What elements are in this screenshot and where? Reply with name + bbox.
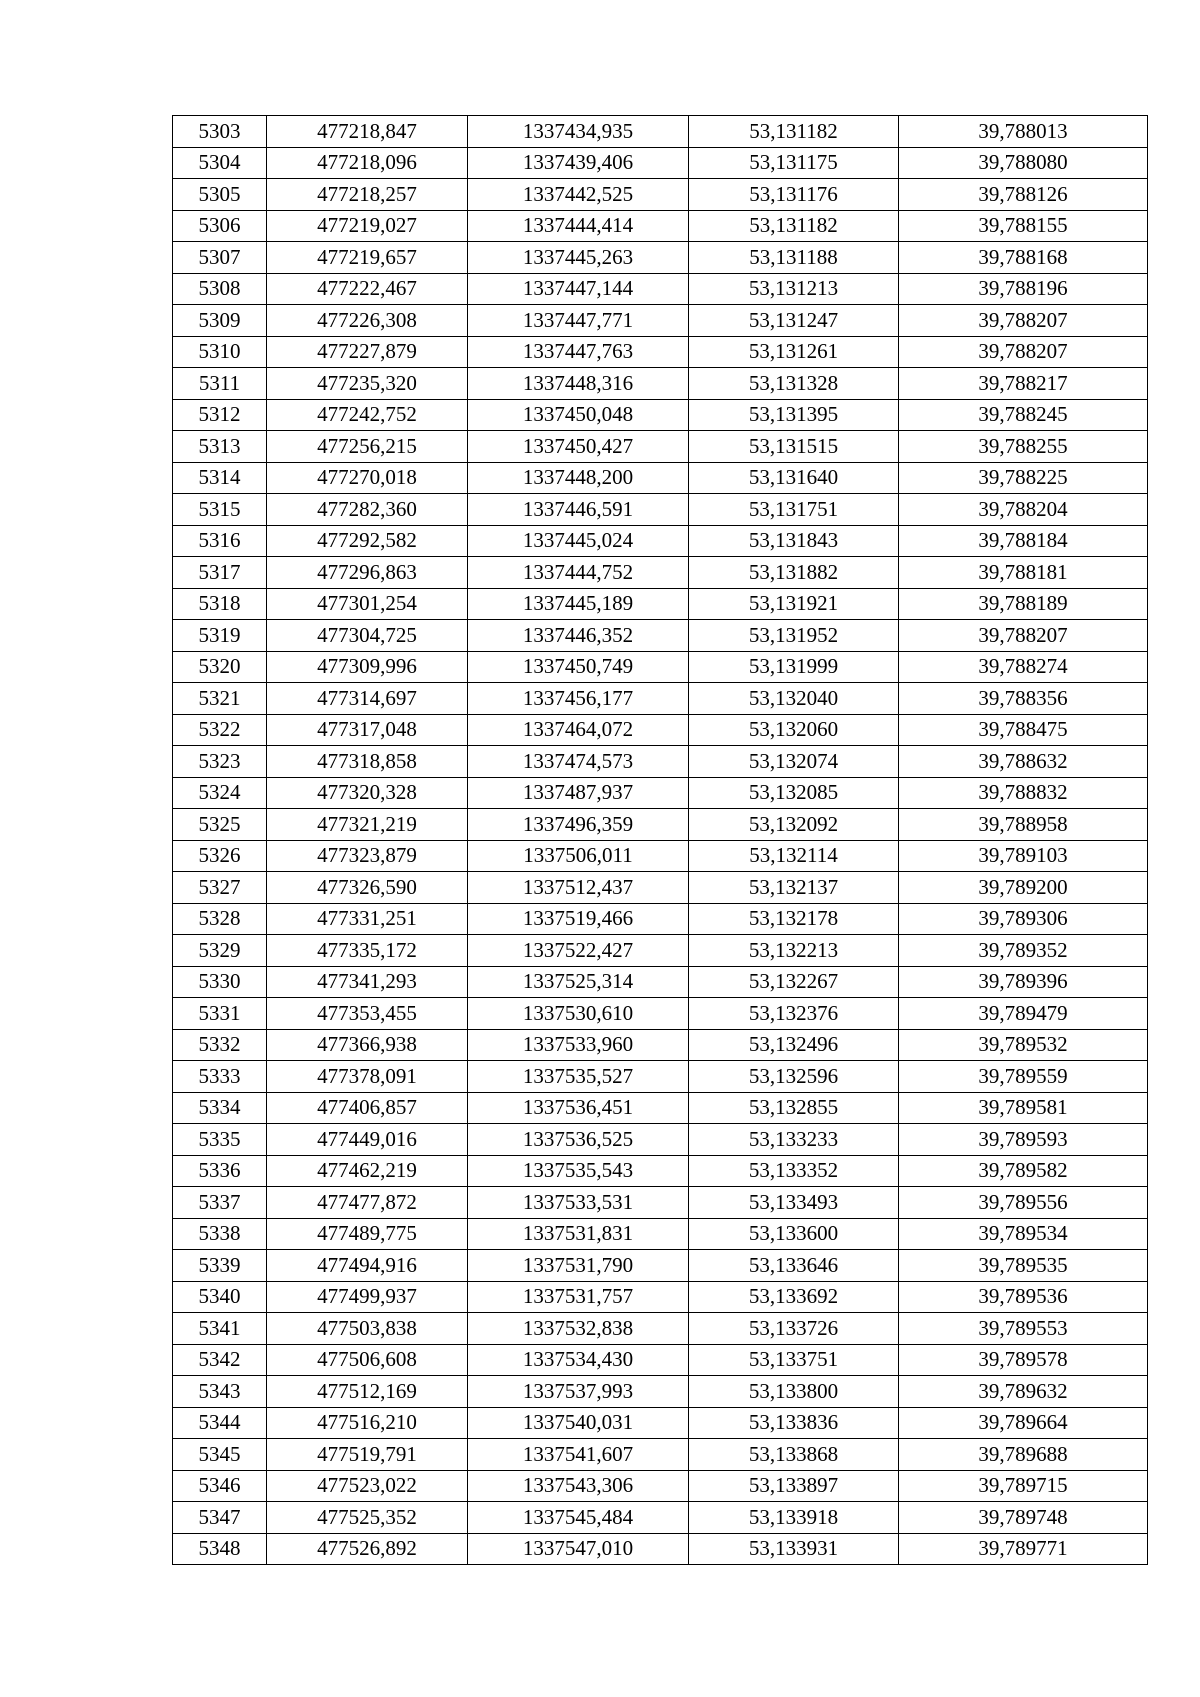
cell-x-coordinate: 477462,219 [267,1155,468,1187]
cell-point-number: 5343 [173,1376,267,1408]
cell-y-coordinate: 1337543,306 [468,1470,689,1502]
cell-latitude: 53,131176 [689,179,899,211]
cell-longitude: 39,789771 [899,1533,1148,1565]
table-row [173,431,1148,463]
table-row [173,1313,1148,1345]
cell-point-number: 5308 [173,273,267,305]
cell-y-coordinate: 1337541,607 [468,1439,689,1471]
table-row [173,1061,1148,1093]
table-row [173,1187,1148,1219]
cell-latitude: 53,132114 [689,840,899,872]
table-row [173,1470,1148,1502]
table-row [173,273,1148,305]
cell-y-coordinate: 1337531,790 [468,1250,689,1282]
cell-x-coordinate: 477512,169 [267,1376,468,1408]
cell-point-number: 5344 [173,1407,267,1439]
cell-longitude: 39,788274 [899,651,1148,683]
cell-x-coordinate: 477341,293 [267,966,468,998]
cell-point-number: 5347 [173,1502,267,1534]
cell-point-number: 5303 [173,116,267,148]
cell-point-number: 5309 [173,305,267,337]
cell-x-coordinate: 477219,027 [267,210,468,242]
table-row [173,903,1148,935]
cell-y-coordinate: 1337447,771 [468,305,689,337]
cell-y-coordinate: 1337447,763 [468,336,689,368]
cell-point-number: 5329 [173,935,267,967]
cell-point-number: 5312 [173,399,267,431]
cell-point-number: 5319 [173,620,267,652]
cell-y-coordinate: 1337519,466 [468,903,689,935]
cell-x-coordinate: 477270,018 [267,462,468,494]
cell-latitude: 53,132040 [689,683,899,715]
cell-y-coordinate: 1337434,935 [468,116,689,148]
cell-x-coordinate: 477218,257 [267,179,468,211]
cell-point-number: 5321 [173,683,267,715]
cell-point-number: 5335 [173,1124,267,1156]
cell-latitude: 53,131999 [689,651,899,683]
cell-longitude: 39,788204 [899,494,1148,526]
cell-point-number: 5328 [173,903,267,935]
cell-x-coordinate: 477226,308 [267,305,468,337]
cell-latitude: 53,131952 [689,620,899,652]
cell-latitude: 53,133493 [689,1187,899,1219]
cell-x-coordinate: 477256,215 [267,431,468,463]
cell-longitude: 39,788189 [899,588,1148,620]
cell-longitude: 39,788181 [899,557,1148,589]
cell-latitude: 53,131640 [689,462,899,494]
cell-longitude: 39,788475 [899,714,1148,746]
cell-latitude: 53,131247 [689,305,899,337]
cell-y-coordinate: 1337540,031 [468,1407,689,1439]
table-row [173,714,1148,746]
cell-x-coordinate: 477519,791 [267,1439,468,1471]
cell-latitude: 53,132085 [689,777,899,809]
table-row [173,147,1148,179]
cell-y-coordinate: 1337533,531 [468,1187,689,1219]
cell-latitude: 53,131882 [689,557,899,589]
cell-latitude: 53,132074 [689,746,899,778]
cell-x-coordinate: 477292,582 [267,525,468,557]
cell-latitude: 53,131843 [689,525,899,557]
cell-y-coordinate: 1337534,430 [468,1344,689,1376]
cell-point-number: 5306 [173,210,267,242]
cell-longitude: 39,789352 [899,935,1148,967]
cell-longitude: 39,788184 [899,525,1148,557]
table-row [173,1029,1148,1061]
cell-latitude: 53,133751 [689,1344,899,1376]
cell-latitude: 53,133918 [689,1502,899,1534]
cell-latitude: 53,133800 [689,1376,899,1408]
cell-point-number: 5345 [173,1439,267,1471]
cell-y-coordinate: 1337547,010 [468,1533,689,1565]
cell-longitude: 39,789664 [899,1407,1148,1439]
cell-longitude: 39,789559 [899,1061,1148,1093]
cell-latitude: 53,133600 [689,1218,899,1250]
cell-x-coordinate: 477526,892 [267,1533,468,1565]
table-row [173,1155,1148,1187]
table-row [173,1218,1148,1250]
coordinates-table-body [173,116,1148,1565]
cell-latitude: 53,132092 [689,809,899,841]
table-row [173,1250,1148,1282]
cell-y-coordinate: 1337444,414 [468,210,689,242]
cell-latitude: 53,131182 [689,210,899,242]
cell-y-coordinate: 1337545,484 [468,1502,689,1534]
table-row [173,179,1148,211]
cell-point-number: 5320 [173,651,267,683]
table-row [173,872,1148,904]
cell-x-coordinate: 477219,657 [267,242,468,274]
cell-x-coordinate: 477227,879 [267,336,468,368]
table-row [173,1502,1148,1534]
cell-x-coordinate: 477506,608 [267,1344,468,1376]
cell-x-coordinate: 477523,022 [267,1470,468,1502]
cell-x-coordinate: 477494,916 [267,1250,468,1282]
cell-longitude: 39,789536 [899,1281,1148,1313]
cell-longitude: 39,789632 [899,1376,1148,1408]
table-row [173,966,1148,998]
cell-x-coordinate: 477353,455 [267,998,468,1030]
cell-point-number: 5307 [173,242,267,274]
cell-point-number: 5314 [173,462,267,494]
cell-x-coordinate: 477335,172 [267,935,468,967]
cell-x-coordinate: 477242,752 [267,399,468,431]
cell-latitude: 53,132060 [689,714,899,746]
table-row [173,1376,1148,1408]
table-row [173,1281,1148,1313]
cell-x-coordinate: 477318,858 [267,746,468,778]
cell-longitude: 39,789200 [899,872,1148,904]
cell-point-number: 5311 [173,368,267,400]
cell-point-number: 5340 [173,1281,267,1313]
cell-latitude: 53,131921 [689,588,899,620]
cell-point-number: 5326 [173,840,267,872]
cell-point-number: 5327 [173,872,267,904]
cell-y-coordinate: 1337512,437 [468,872,689,904]
cell-x-coordinate: 477525,352 [267,1502,468,1534]
cell-longitude: 39,789582 [899,1155,1148,1187]
cell-x-coordinate: 477499,937 [267,1281,468,1313]
cell-y-coordinate: 1337456,177 [468,683,689,715]
table-row [173,746,1148,778]
table-row [173,1439,1148,1471]
cell-longitude: 39,788245 [899,399,1148,431]
cell-y-coordinate: 1337450,427 [468,431,689,463]
cell-point-number: 5316 [173,525,267,557]
cell-y-coordinate: 1337537,993 [468,1376,689,1408]
cell-y-coordinate: 1337444,752 [468,557,689,589]
cell-x-coordinate: 477516,210 [267,1407,468,1439]
cell-y-coordinate: 1337445,189 [468,588,689,620]
table-row [173,935,1148,967]
cell-point-number: 5313 [173,431,267,463]
cell-y-coordinate: 1337464,072 [468,714,689,746]
cell-x-coordinate: 477366,938 [267,1029,468,1061]
cell-point-number: 5325 [173,809,267,841]
cell-point-number: 5331 [173,998,267,1030]
cell-y-coordinate: 1337474,573 [468,746,689,778]
cell-longitude: 39,789532 [899,1029,1148,1061]
table-row [173,557,1148,589]
cell-latitude: 53,131188 [689,242,899,274]
cell-y-coordinate: 1337532,838 [468,1313,689,1345]
cell-latitude: 53,132855 [689,1092,899,1124]
cell-longitude: 39,789578 [899,1344,1148,1376]
cell-longitude: 39,788632 [899,746,1148,778]
cell-latitude: 53,132267 [689,966,899,998]
cell-x-coordinate: 477218,096 [267,147,468,179]
cell-longitude: 39,788207 [899,336,1148,368]
cell-x-coordinate: 477235,320 [267,368,468,400]
cell-latitude: 53,131175 [689,147,899,179]
table-row [173,116,1148,148]
cell-point-number: 5304 [173,147,267,179]
cell-longitude: 39,789535 [899,1250,1148,1282]
cell-y-coordinate: 1337531,757 [468,1281,689,1313]
cell-longitude: 39,788255 [899,431,1148,463]
cell-latitude: 53,133836 [689,1407,899,1439]
cell-point-number: 5342 [173,1344,267,1376]
cell-y-coordinate: 1337446,591 [468,494,689,526]
cell-point-number: 5348 [173,1533,267,1565]
table-row [173,777,1148,809]
cell-latitude: 53,133868 [689,1439,899,1471]
table-row [173,399,1148,431]
cell-y-coordinate: 1337450,048 [468,399,689,431]
cell-longitude: 39,788196 [899,273,1148,305]
cell-x-coordinate: 477314,697 [267,683,468,715]
cell-longitude: 39,788356 [899,683,1148,715]
cell-longitude: 39,789396 [899,966,1148,998]
cell-longitude: 39,789553 [899,1313,1148,1345]
cell-latitude: 53,131515 [689,431,899,463]
cell-latitude: 53,132137 [689,872,899,904]
table-row [173,651,1148,683]
cell-y-coordinate: 1337496,359 [468,809,689,841]
table-row [173,1124,1148,1156]
cell-y-coordinate: 1337487,937 [468,777,689,809]
cell-point-number: 5332 [173,1029,267,1061]
cell-x-coordinate: 477218,847 [267,116,468,148]
cell-y-coordinate: 1337448,316 [468,368,689,400]
table-row [173,462,1148,494]
cell-x-coordinate: 477323,879 [267,840,468,872]
table-row [173,305,1148,337]
cell-point-number: 5310 [173,336,267,368]
table-row [173,336,1148,368]
cell-longitude: 39,789556 [899,1187,1148,1219]
cell-longitude: 39,788013 [899,116,1148,148]
cell-y-coordinate: 1337535,543 [468,1155,689,1187]
cell-longitude: 39,789593 [899,1124,1148,1156]
table-row [173,840,1148,872]
cell-latitude: 53,131328 [689,368,899,400]
cell-y-coordinate: 1337445,024 [468,525,689,557]
cell-x-coordinate: 477477,872 [267,1187,468,1219]
cell-point-number: 5334 [173,1092,267,1124]
cell-latitude: 53,132596 [689,1061,899,1093]
table-row [173,525,1148,557]
cell-point-number: 5341 [173,1313,267,1345]
cell-point-number: 5324 [173,777,267,809]
cell-x-coordinate: 477304,725 [267,620,468,652]
cell-y-coordinate: 1337536,525 [468,1124,689,1156]
cell-y-coordinate: 1337446,352 [468,620,689,652]
cell-latitude: 53,133352 [689,1155,899,1187]
cell-x-coordinate: 477331,251 [267,903,468,935]
cell-y-coordinate: 1337450,749 [468,651,689,683]
cell-longitude: 39,788832 [899,777,1148,809]
cell-longitude: 39,788217 [899,368,1148,400]
cell-y-coordinate: 1337530,610 [468,998,689,1030]
cell-x-coordinate: 477406,857 [267,1092,468,1124]
cell-y-coordinate: 1337448,200 [468,462,689,494]
cell-point-number: 5305 [173,179,267,211]
table-row [173,998,1148,1030]
cell-longitude: 39,789479 [899,998,1148,1030]
cell-point-number: 5317 [173,557,267,589]
table-row [173,1407,1148,1439]
table-row [173,368,1148,400]
cell-longitude: 39,788225 [899,462,1148,494]
cell-x-coordinate: 477296,863 [267,557,468,589]
cell-x-coordinate: 477378,091 [267,1061,468,1093]
cell-point-number: 5346 [173,1470,267,1502]
cell-longitude: 39,789103 [899,840,1148,872]
cell-y-coordinate: 1337531,831 [468,1218,689,1250]
cell-y-coordinate: 1337525,314 [468,966,689,998]
cell-x-coordinate: 477309,996 [267,651,468,683]
cell-latitude: 53,132213 [689,935,899,967]
cell-latitude: 53,133646 [689,1250,899,1282]
cell-latitude: 53,131395 [689,399,899,431]
cell-y-coordinate: 1337522,427 [468,935,689,967]
coordinates-table [172,115,1148,1565]
table-row [173,242,1148,274]
table-row [173,620,1148,652]
cell-x-coordinate: 477489,775 [267,1218,468,1250]
cell-latitude: 53,133931 [689,1533,899,1565]
table-row [173,210,1148,242]
cell-point-number: 5323 [173,746,267,778]
table-row [173,494,1148,526]
cell-x-coordinate: 477320,328 [267,777,468,809]
cell-x-coordinate: 477503,838 [267,1313,468,1345]
cell-y-coordinate: 1337439,406 [468,147,689,179]
cell-y-coordinate: 1337536,451 [468,1092,689,1124]
cell-longitude: 39,788207 [899,305,1148,337]
cell-y-coordinate: 1337442,525 [468,179,689,211]
cell-point-number: 5336 [173,1155,267,1187]
cell-latitude: 53,133233 [689,1124,899,1156]
cell-latitude: 53,133692 [689,1281,899,1313]
cell-longitude: 39,789534 [899,1218,1148,1250]
cell-y-coordinate: 1337445,263 [468,242,689,274]
cell-longitude: 39,788207 [899,620,1148,652]
cell-latitude: 53,132178 [689,903,899,935]
cell-longitude: 39,789748 [899,1502,1148,1534]
table-row [173,1344,1148,1376]
cell-point-number: 5339 [173,1250,267,1282]
cell-latitude: 53,132376 [689,998,899,1030]
cell-x-coordinate: 477321,219 [267,809,468,841]
cell-latitude: 53,131751 [689,494,899,526]
cell-latitude: 53,131213 [689,273,899,305]
cell-x-coordinate: 477326,590 [267,872,468,904]
cell-point-number: 5318 [173,588,267,620]
cell-x-coordinate: 477449,016 [267,1124,468,1156]
cell-latitude: 53,131182 [689,116,899,148]
cell-latitude: 53,132496 [689,1029,899,1061]
cell-longitude: 39,789581 [899,1092,1148,1124]
cell-y-coordinate: 1337447,144 [468,273,689,305]
cell-y-coordinate: 1337533,960 [468,1029,689,1061]
cell-y-coordinate: 1337506,011 [468,840,689,872]
cell-longitude: 39,788080 [899,147,1148,179]
cell-longitude: 39,788958 [899,809,1148,841]
cell-longitude: 39,788155 [899,210,1148,242]
cell-latitude: 53,131261 [689,336,899,368]
cell-longitude: 39,789715 [899,1470,1148,1502]
table-row [173,809,1148,841]
cell-x-coordinate: 477317,048 [267,714,468,746]
cell-x-coordinate: 477222,467 [267,273,468,305]
table-row [173,683,1148,715]
cell-latitude: 53,133726 [689,1313,899,1345]
cell-point-number: 5333 [173,1061,267,1093]
cell-x-coordinate: 477301,254 [267,588,468,620]
cell-longitude: 39,789688 [899,1439,1148,1471]
cell-point-number: 5315 [173,494,267,526]
cell-x-coordinate: 477282,360 [267,494,468,526]
table-row [173,1092,1148,1124]
table-row [173,1533,1148,1565]
cell-point-number: 5337 [173,1187,267,1219]
cell-longitude: 39,789306 [899,903,1148,935]
cell-point-number: 5322 [173,714,267,746]
cell-y-coordinate: 1337535,527 [468,1061,689,1093]
cell-point-number: 5330 [173,966,267,998]
table-row [173,588,1148,620]
cell-longitude: 39,788168 [899,242,1148,274]
cell-point-number: 5338 [173,1218,267,1250]
cell-longitude: 39,788126 [899,179,1148,211]
cell-latitude: 53,133897 [689,1470,899,1502]
